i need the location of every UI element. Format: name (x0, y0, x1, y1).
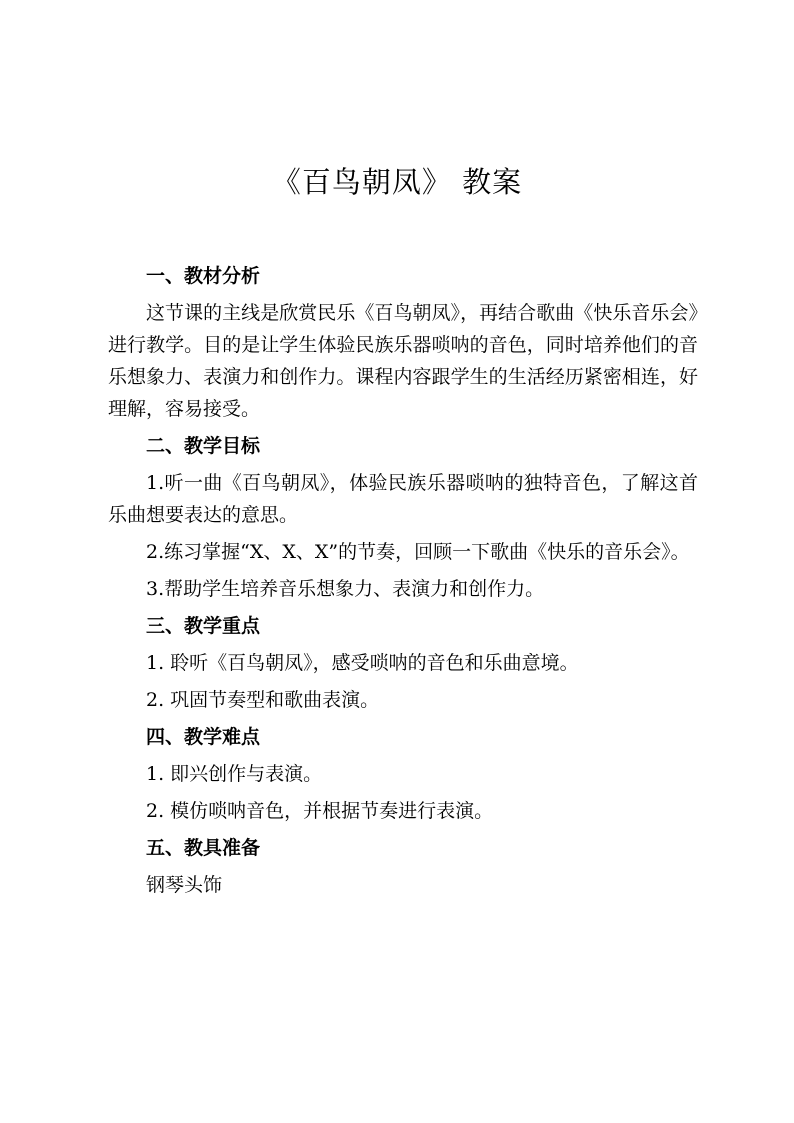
section-heading-objectives: 二、教学目标 (146, 435, 261, 457)
section-heading-difficulties: 四、教学难点 (146, 726, 261, 748)
section-heading-materials: 五、教具准备 (146, 837, 261, 859)
objective-item-1: 1.听一曲《百鸟朝凤》，体验民族乐器唢呐的独特音色，了解这首乐曲想要表达的意思。 (108, 472, 698, 526)
page-title: 《百鸟朝凤》 教案 (271, 165, 523, 199)
difficulty-item-2: 2. 模仿唢呐音色，并根据节奏进行表演。 (146, 800, 494, 822)
key-point-item-2: 2. 巩固节奏型和歌曲表演。 (146, 689, 380, 711)
difficulty-item-1: 1. 即兴创作与表演。 (146, 763, 323, 785)
objective-item-2: 2.练习掌握“X、X、X”的节奏，回顾一下歌曲《快乐的音乐会》。 (146, 541, 690, 563)
section-heading-analysis: 一、教材分析 (146, 265, 261, 287)
materials-paragraph: 钢琴头饰 (146, 874, 223, 896)
document-body (108, 260, 698, 906)
objective-item-3: 3.帮助学生培养音乐想象力、表演力和创作力。 (146, 578, 545, 600)
key-point-item-1: 1. 聆听《百鸟朝凤》，感受唢呐的音色和乐曲意境。 (146, 652, 579, 674)
section-heading-key-points: 三、教学重点 (146, 615, 261, 637)
analysis-paragraph: 这节课的主线是欣赏民乐《百鸟朝凤》，再结合歌曲《快乐音乐会》进行教学。目的是让学生体验民族乐器唢呐的音色，同时培养他们的音乐想象力、表演力和创作力。课程内容跟学生的生活经历紧密相连，好理解，容易接受。 (108, 302, 698, 420)
